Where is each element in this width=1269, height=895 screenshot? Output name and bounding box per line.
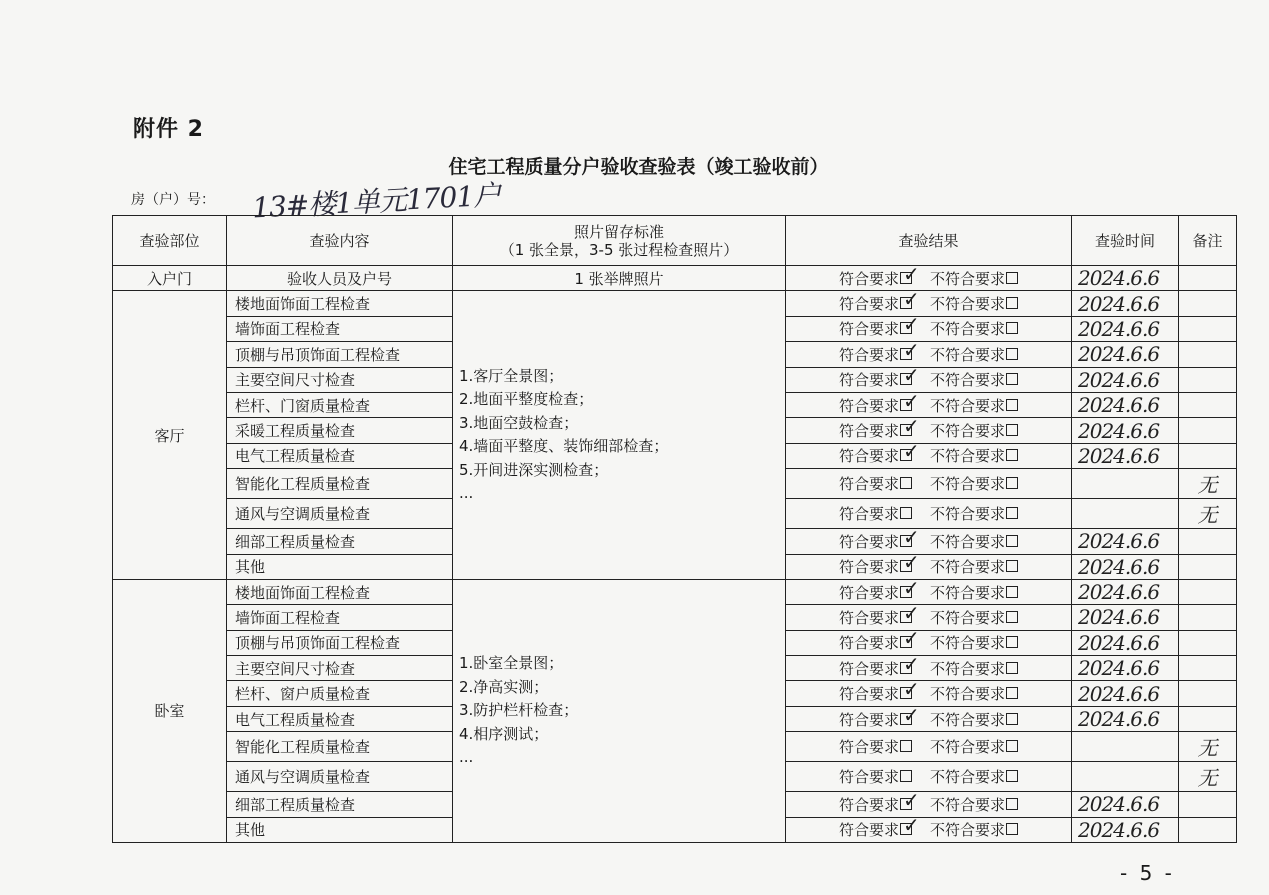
result-ok: [838, 265, 920, 289]
remark-cell: 无: [1179, 499, 1237, 529]
date-cell: 2024.6.6: [1072, 630, 1179, 655]
content-cell: 其他: [227, 554, 453, 579]
photo-standard-line: 4.相序测试；: [459, 724, 549, 743]
table-row: [113, 291, 1237, 316]
not-ok-checkbox[interactable]: [1006, 586, 1018, 598]
result-ok-label: 符合要求: [838, 583, 899, 602]
result-ok-label: 符合要求: [838, 320, 899, 339]
date-cell: 2024.6.6: [1072, 418, 1179, 443]
ok-checkbox[interactable]: [900, 443, 920, 464]
ok-checkbox[interactable]: [900, 655, 920, 676]
table-row: [113, 579, 1237, 604]
checkmark-icon: ✓: [903, 706, 920, 727]
remark-cell: [1179, 367, 1237, 392]
result-ok-label: 符合要求: [838, 295, 899, 314]
result-ok-label: 符合要求: [838, 821, 899, 840]
result-cell: [786, 762, 1072, 792]
result-not-ok: [930, 582, 1018, 603]
result-ok: [838, 579, 920, 603]
result-ok-label: 符合要求: [838, 422, 899, 441]
date-cell: 2024.6.6: [1072, 554, 1179, 579]
result-ok: [838, 367, 920, 390]
remark-cell: [1179, 605, 1237, 630]
checkmark-icon: ✓: [903, 443, 920, 464]
result-not-ok: [930, 473, 1018, 494]
result-ok: [838, 630, 920, 653]
remark-cell: [1179, 817, 1237, 842]
date-cell: 2024.6.6: [1072, 792, 1179, 817]
result-not-ok: [930, 632, 1018, 653]
content-cell: 通风与空调质量检查: [227, 499, 453, 529]
result-not-ok-label: 不符合要求: [930, 768, 1006, 787]
result-not-ok: [930, 369, 1018, 390]
not-ok-checkbox[interactable]: [1006, 687, 1018, 699]
photo-standard-line: 4.墙面平整度、装饰细部检查；: [459, 437, 669, 456]
photo-standard-line: 2.地面平整度检查；: [459, 390, 594, 409]
remark-cell: [1179, 443, 1237, 468]
result-cell: [786, 706, 1072, 731]
result-ok: [838, 680, 920, 704]
photo-standard-line: 3.防护栏杆检查；: [459, 701, 579, 720]
header-photo-line1: 照片留存标准: [573, 222, 664, 241]
result-cell: [786, 732, 1072, 762]
date-cell: 2024.6.6: [1072, 443, 1179, 468]
result-ok: [838, 554, 920, 577]
result-not-ok-label: 不符合要求: [930, 320, 1006, 339]
ok-checkbox[interactable]: [900, 604, 920, 625]
checkmark-icon: ✓: [903, 817, 920, 838]
date-cell: 2024.6.6: [1072, 367, 1179, 392]
remark-cell: [1179, 418, 1237, 443]
result-ok-label: 符合要求: [838, 738, 899, 757]
checkmark-icon: ✓: [903, 528, 920, 549]
result-ok: [839, 766, 912, 787]
ok-checkbox[interactable]: [900, 680, 920, 702]
remark-cell: [1179, 579, 1237, 604]
result-not-ok: [930, 395, 1018, 416]
date-cell: 2024.6.6: [1072, 681, 1179, 706]
result-not-ok-label: 不符合要求: [930, 821, 1006, 840]
photo-standard-line: ...: [459, 484, 474, 503]
result-cell: [786, 817, 1072, 842]
result-ok-label: 符合要求: [838, 447, 899, 466]
ok-checkbox[interactable]: [900, 791, 920, 812]
content-cell: 细部工程质量检查: [227, 529, 453, 554]
not-ok-checkbox[interactable]: [1006, 636, 1018, 648]
result-not-ok-label: 不符合要求: [930, 608, 1006, 627]
result-not-ok: [930, 293, 1018, 314]
result-ok-label: 符合要求: [838, 269, 899, 288]
room-number-label: 房（户）号：: [131, 192, 215, 208]
not-ok-checkbox[interactable]: [1006, 662, 1018, 674]
date-cell: 2024.6.6: [1072, 579, 1179, 604]
content-cell: 智能化工程质量检查: [227, 732, 453, 762]
result-ok-label: 符合要求: [838, 659, 899, 678]
checkmark-icon: ✓: [903, 554, 920, 575]
remark-cell: [1179, 529, 1237, 554]
photo-standard-line: 1.客厅全景图；: [459, 366, 564, 385]
date-cell: 2024.6.6: [1072, 392, 1179, 417]
checkmark-icon: ✓: [903, 791, 920, 812]
result-not-ok: [930, 445, 1018, 466]
result-not-ok: [930, 658, 1018, 679]
date-cell: 2024.6.6: [1072, 342, 1179, 367]
result-ok-label: 符合要求: [838, 768, 899, 787]
result-not-ok-label: 不符合要求: [930, 396, 1006, 415]
result-cell: [786, 316, 1072, 341]
form-title: 住宅工程质量分户验收查验表（竣工验收前）: [448, 156, 829, 178]
result-cell: [786, 443, 1072, 468]
not-ok-checkbox[interactable]: [1006, 507, 1018, 519]
ok-checkbox[interactable]: [900, 579, 920, 600]
result-cell: [786, 605, 1072, 630]
result-not-ok: [930, 318, 1018, 339]
result-cell: [786, 342, 1072, 367]
result-not-ok-label: 不符合要求: [930, 371, 1006, 390]
result-not-ok-label: 不符合要求: [930, 422, 1006, 441]
result-ok-label: 符合要求: [838, 710, 899, 729]
photo-standard-cell: [453, 291, 786, 580]
not-ok-checkbox[interactable]: [1006, 477, 1018, 489]
result-not-ok: [930, 794, 1018, 815]
ok-checkbox[interactable]: [900, 417, 920, 439]
ok-checkbox[interactable]: [900, 706, 920, 727]
result-cell: [786, 630, 1072, 655]
not-ok-checkbox[interactable]: [1006, 424, 1018, 436]
result-not-ok-label: 不符合要求: [930, 505, 1006, 524]
content-cell: 栏杆、门窗质量检查: [227, 392, 453, 417]
remark-cell: 无: [1179, 732, 1237, 762]
checkmark-icon: ✓: [903, 392, 920, 413]
result-ok: [838, 791, 920, 815]
not-ok-checkbox[interactable]: [1006, 611, 1018, 623]
date-cell: [1072, 762, 1179, 792]
photo-standard-line: ...: [459, 748, 474, 767]
attachment-label: 附件 2: [133, 117, 204, 142]
result-cell: [786, 266, 1072, 291]
content-cell: 电气工程质量检查: [227, 443, 453, 468]
checkmark-icon: ✓: [903, 290, 920, 312]
result-not-ok: [930, 819, 1018, 840]
result-ok: [839, 473, 912, 494]
result-not-ok-label: 不符合要求: [930, 295, 1006, 314]
result-not-ok-label: 不符合要求: [930, 532, 1006, 551]
result-cell: [786, 418, 1072, 443]
result-ok-label: 符合要求: [838, 345, 899, 364]
result-not-ok-label: 不符合要求: [930, 269, 1006, 288]
result-ok: [838, 443, 920, 466]
remark-cell: 无: [1179, 762, 1237, 792]
result-not-ok-label: 不符合要求: [930, 558, 1006, 577]
result-not-ok-label: 不符合要求: [930, 685, 1006, 704]
part-cell: 客厅: [113, 291, 227, 580]
ok-checkbox[interactable]: [900, 341, 920, 362]
content-cell: 墙饰面工程检查: [227, 316, 453, 341]
result-cell: [786, 792, 1072, 817]
result-ok: [838, 316, 920, 339]
result-ok-label: 符合要求: [838, 371, 899, 390]
result-not-ok: [930, 683, 1018, 704]
result-ok-label: 符合要求: [838, 634, 899, 653]
result-not-ok: [930, 736, 1018, 757]
ok-checkbox[interactable]: [900, 265, 920, 286]
date-cell: [1072, 469, 1179, 499]
not-ok-checkbox[interactable]: [1006, 373, 1018, 385]
content-cell: 墙饰面工程检查: [227, 605, 453, 630]
result-not-ok: [930, 344, 1018, 365]
remark-cell: [1179, 630, 1237, 655]
ok-checkbox[interactable]: [900, 740, 912, 752]
ok-checkbox[interactable]: [900, 367, 920, 388]
checkmark-icon: ✓: [903, 630, 920, 651]
remark-cell: [1179, 554, 1237, 579]
result-cell: [786, 392, 1072, 417]
part-cell: 入户门: [113, 266, 227, 291]
remark-cell: [1179, 291, 1237, 316]
content-cell: 电气工程质量检查: [227, 706, 453, 731]
content-cell: 顶棚与吊顶饰面工程检查: [227, 630, 453, 655]
content-cell: 细部工程质量检查: [227, 792, 453, 817]
result-not-ok-label: 不符合要求: [930, 583, 1006, 602]
checkmark-icon: ✓: [903, 316, 920, 337]
ok-checkbox[interactable]: [900, 316, 920, 337]
table-row-entrance: [113, 266, 1237, 291]
remark-cell: [1179, 316, 1237, 341]
inspection-table: [112, 215, 1237, 843]
result-ok: [838, 417, 920, 441]
date-cell: [1072, 732, 1179, 762]
date-cell: 2024.6.6: [1072, 316, 1179, 341]
not-ok-checkbox[interactable]: [1006, 348, 1018, 360]
ok-checkbox[interactable]: [900, 554, 920, 575]
content-cell: 楼地面饰面工程检查: [227, 291, 453, 316]
result-ok: [838, 392, 920, 416]
content-cell: 智能化工程质量检查: [227, 469, 453, 499]
header-part: 查验部位: [113, 216, 227, 266]
result-not-ok-label: 不符合要求: [930, 659, 1006, 678]
remark-cell: [1179, 392, 1237, 417]
result-cell: [786, 529, 1072, 554]
content-cell: 采暖工程质量检查: [227, 418, 453, 443]
photo-standard-line: 2.净高实测；: [459, 677, 549, 696]
remark-cell: [1179, 342, 1237, 367]
result-not-ok-label: 不符合要求: [930, 795, 1006, 814]
ok-checkbox[interactable]: [900, 507, 912, 519]
result-ok: [838, 604, 920, 628]
remark-cell: [1179, 266, 1237, 291]
result-ok: [839, 503, 912, 524]
result-not-ok-label: 不符合要求: [930, 447, 1006, 466]
checkmark-icon: ✓: [903, 579, 920, 600]
result-not-ok: [930, 503, 1018, 524]
content-cell: 其他: [227, 817, 453, 842]
ok-checkbox[interactable]: [900, 770, 912, 782]
result-not-ok: [930, 556, 1018, 577]
content-cell: 通风与空调质量检查: [227, 762, 453, 792]
result-not-ok-label: 不符合要求: [930, 634, 1006, 653]
result-ok-label: 符合要求: [838, 608, 899, 627]
remark-cell: [1179, 681, 1237, 706]
header-time: 查验时间: [1072, 216, 1179, 266]
content-cell: 主要空间尺寸检查: [227, 367, 453, 392]
result-ok: [838, 341, 920, 365]
date-cell: 2024.6.6: [1072, 605, 1179, 630]
not-ok-checkbox[interactable]: [1006, 449, 1018, 461]
checkmark-icon: ✓: [903, 680, 920, 702]
not-ok-checkbox[interactable]: [1006, 713, 1018, 725]
checkmark-icon: ✓: [903, 367, 920, 388]
result-ok: [839, 736, 912, 757]
header-photo: [453, 216, 786, 266]
table-body: [113, 266, 1237, 843]
photo-standard-line: 1.卧室全景图；: [459, 654, 564, 673]
date-cell: 2024.6.6: [1072, 706, 1179, 731]
result-ok: [838, 655, 920, 679]
checkmark-icon: ✓: [903, 341, 920, 362]
not-ok-checkbox[interactable]: [1006, 322, 1018, 334]
not-ok-checkbox[interactable]: [1006, 560, 1018, 572]
photo-standard-line: 5.开间进深实测检查；: [459, 460, 609, 479]
content-cell: 顶棚与吊顶饰面工程检查: [227, 342, 453, 367]
result-cell: [786, 579, 1072, 604]
result-ok-label: 符合要求: [838, 505, 899, 524]
date-cell: 2024.6.6: [1072, 817, 1179, 842]
result-ok-label: 符合要求: [838, 396, 899, 415]
photo-cell: 1 张举牌照片: [453, 266, 786, 291]
result-cell: [786, 681, 1072, 706]
result-ok: [838, 290, 920, 314]
result-ok-label: 符合要求: [838, 558, 899, 577]
not-ok-checkbox[interactable]: [1006, 535, 1018, 547]
checkmark-icon: ✓: [903, 265, 920, 286]
date-cell: 2024.6.6: [1072, 656, 1179, 681]
result-ok-label: 符合要求: [838, 532, 899, 551]
result-not-ok: [930, 709, 1018, 730]
result-not-ok-label: 不符合要求: [930, 738, 1006, 757]
not-ok-checkbox[interactable]: [1006, 740, 1018, 752]
photo-standard-cell: [453, 579, 786, 842]
date-cell: [1072, 499, 1179, 529]
result-not-ok-label: 不符合要求: [930, 345, 1006, 364]
checkmark-icon: ✓: [903, 655, 920, 676]
ok-checkbox[interactable]: [900, 290, 920, 312]
content-cell: 楼地面饰面工程检查: [227, 579, 453, 604]
result-cell: [786, 656, 1072, 681]
ok-checkbox[interactable]: [900, 477, 912, 489]
result-ok-label: 符合要求: [838, 795, 899, 814]
ok-checkbox[interactable]: [900, 528, 920, 549]
remark-cell: [1179, 792, 1237, 817]
result-not-ok-label: 不符合要求: [930, 710, 1006, 729]
header-content: 查验内容: [227, 216, 453, 266]
ok-checkbox[interactable]: [900, 392, 920, 413]
date-cell: 2024.6.6: [1072, 266, 1179, 291]
checkmark-icon: ✓: [903, 604, 920, 625]
remark-cell: 无: [1179, 469, 1237, 499]
result-not-ok: [930, 607, 1018, 628]
remark-cell: [1179, 656, 1237, 681]
result-cell: [786, 554, 1072, 579]
result-ok-label: 符合要求: [838, 685, 899, 704]
not-ok-checkbox[interactable]: [1006, 798, 1018, 810]
result-not-ok: [930, 268, 1018, 289]
content-cell: 栏杆、窗户质量检查: [227, 681, 453, 706]
not-ok-checkbox[interactable]: [1006, 272, 1018, 284]
part-cell: 卧室: [113, 579, 227, 842]
content-cell: 主要空间尺寸检查: [227, 656, 453, 681]
result-cell: [786, 291, 1072, 316]
result-not-ok: [930, 766, 1018, 787]
result-cell: [786, 469, 1072, 499]
result-ok-label: 符合要求: [838, 475, 899, 494]
date-cell: 2024.6.6: [1072, 291, 1179, 316]
header-remark: 备注: [1179, 216, 1237, 266]
not-ok-checkbox[interactable]: [1006, 823, 1018, 835]
not-ok-checkbox[interactable]: [1006, 297, 1018, 309]
result-not-ok-label: 不符合要求: [930, 475, 1006, 494]
result-cell: [786, 367, 1072, 392]
header-photo-line2: （1 张全景，3-5 张过程检查照片）: [499, 240, 739, 259]
result-not-ok: [930, 420, 1018, 441]
result-cell: [786, 499, 1072, 529]
result-ok: [838, 706, 920, 730]
ok-checkbox[interactable]: [900, 630, 920, 651]
not-ok-checkbox[interactable]: [1006, 770, 1018, 782]
header-result: 查验结果: [786, 216, 1072, 266]
photo-standard-line: 3.地面空鼓检查；: [459, 413, 579, 432]
not-ok-checkbox[interactable]: [1006, 399, 1018, 411]
remark-cell: [1179, 706, 1237, 731]
ok-checkbox[interactable]: [900, 817, 920, 838]
date-cell: 2024.6.6: [1072, 529, 1179, 554]
page-number: - 5 -: [1120, 861, 1175, 885]
content-cell: 验收人员及户号: [227, 266, 453, 291]
header-row: [113, 216, 1237, 266]
room-number-handwritten: 13#楼1单元1701户: [251, 178, 501, 225]
result-ok: [838, 817, 920, 840]
result-not-ok: [930, 531, 1018, 552]
result-ok: [838, 528, 920, 552]
checkmark-icon: ✓: [903, 417, 920, 439]
